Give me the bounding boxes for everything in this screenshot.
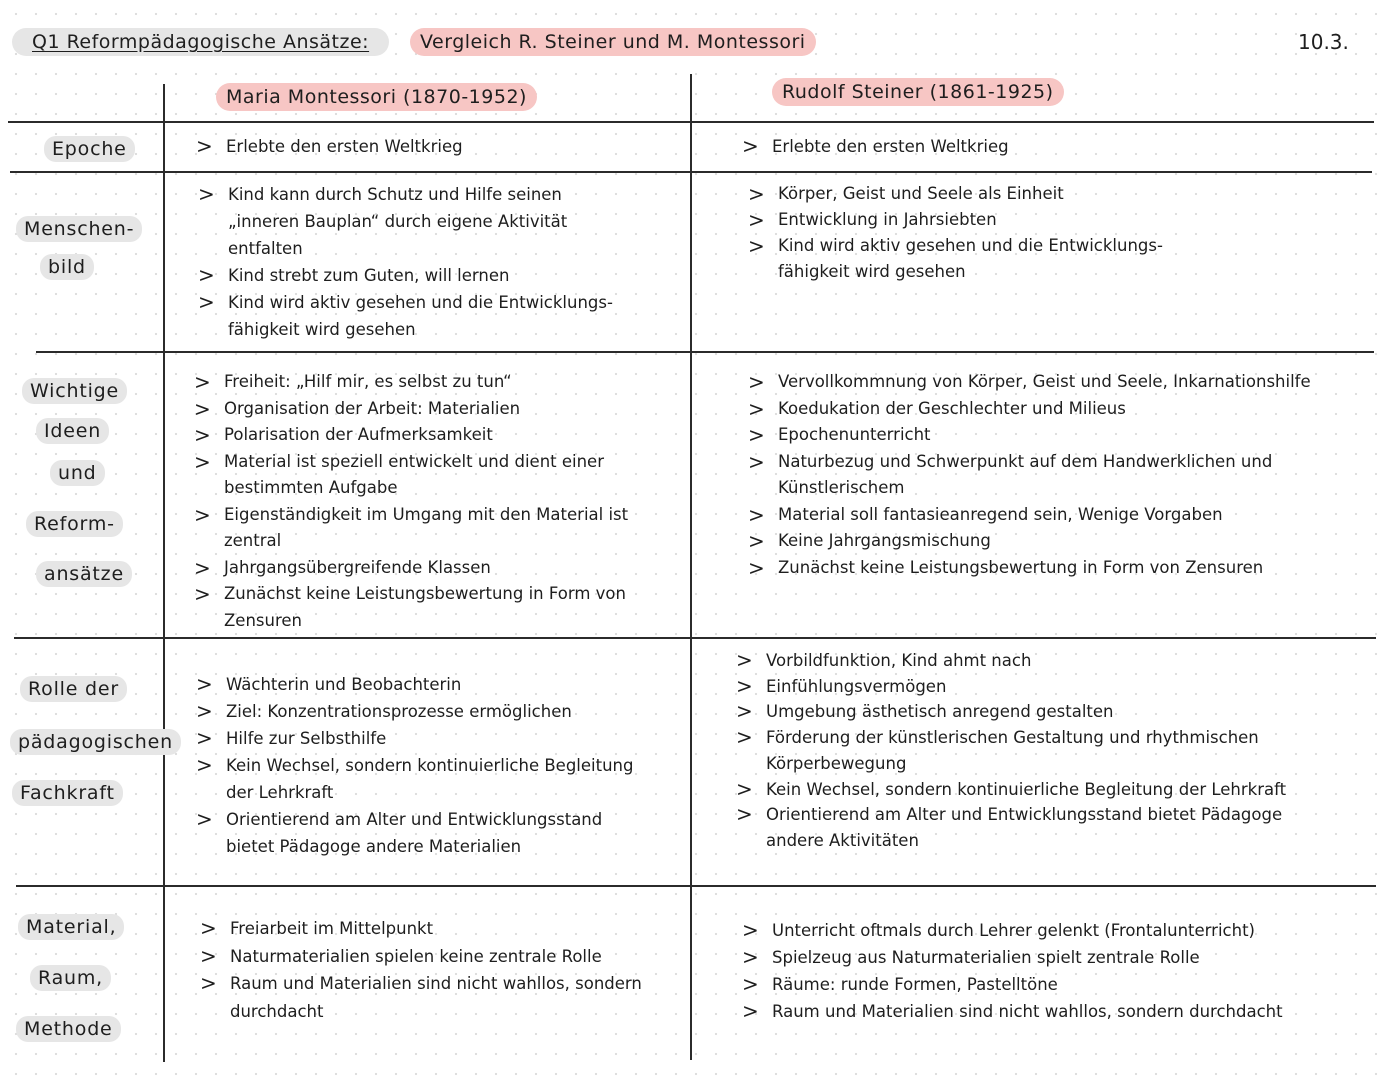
list-item: > Naturbezug und Schwerpunkt auf dem Handwerklichen und Künstlerischem [748, 449, 1273, 497]
list-item: > Eigenständigkeit im Umgang mit den Material ist zentral [194, 502, 629, 550]
divider-middle-column [690, 74, 692, 1060]
montessori-ideen [194, 369, 664, 634]
list-item: > Kein Wechsel, sondern kontinuierliche Begleitung der Lehrkraft [736, 776, 1287, 801]
column-header-montessori: Maria Montessori (1870-1952) [216, 83, 537, 111]
row-label-epoche: Epoche [44, 136, 135, 162]
list-item: > Orientierend am Alter und Entwicklungsstand bietet Pädagoge andere Materialien [196, 807, 603, 856]
list-item: > Freiarbeit im Mittelpunkt [200, 916, 434, 940]
steiner-ideen [748, 369, 1374, 581]
list-item: > Freiheit: „Hilf mir, es selbst zu tun“ [194, 370, 512, 394]
list-item: > Hilfe zur Selbsthilfe [196, 726, 387, 750]
column-header-steiner: Rudolf Steiner (1861-1925) [772, 78, 1064, 106]
row-label-material-2: Raum, [30, 965, 111, 991]
divider-rolle [16, 885, 1376, 887]
divider-ideen [14, 637, 1376, 639]
list-item: > Erlebte den ersten Weltkrieg [742, 134, 1009, 158]
steiner-epoche [742, 133, 1362, 160]
list-item: > Raum und Materialien sind nicht wahllos, sondern durchdacht [742, 999, 1283, 1023]
list-item: > Epochenunterricht [748, 423, 931, 447]
montessori-menschenbild [198, 181, 638, 343]
row-label-rolle-1: Rolle der [20, 676, 127, 702]
row-label-material-1: Material, [18, 914, 124, 940]
steiner-rolle [736, 648, 1326, 854]
list-item: > Förderung der künstlerischen Gestaltung und rhythmischen Körperbewegung [736, 725, 1259, 773]
list-item: > Koedukation der Geschlechter und Milieus [748, 396, 1126, 421]
list-item: > Ziel: Konzentrationsprozesse ermöglichen [196, 699, 572, 723]
divider-epoche [10, 171, 1372, 173]
list-item: > Material ist speziell entwickelt und dient einer bestimmten Aufgabe [194, 449, 604, 497]
list-item: > Keine Jahrgangsmischung [748, 529, 991, 553]
list-item: > Polarisation der Aufmerksamkeit [194, 423, 493, 447]
steiner-material [742, 917, 1372, 1025]
list-item: > Organisation der Arbeit: Materialien [194, 396, 521, 421]
page-number: 10.3. [1298, 30, 1349, 54]
list-item: > Kind strebt zum Guten, will lernen [198, 263, 510, 287]
montessori-rolle [196, 671, 636, 860]
list-item: > Räume: runde Formen, Pastelltöne [742, 972, 1058, 996]
list-item: > Vervollkommnung von Körper, Geist und Seele, Inkarnationshilfe [748, 370, 1311, 394]
list-item: > Naturmaterialien spielen keine zentrale Rolle [200, 943, 602, 968]
list-item: > Unterricht oftmals durch Lehrer gelenkt (Frontalunterricht) [742, 918, 1255, 942]
list-item: > Raum und Materialien sind nicht wahllos, sondern durchdacht [200, 971, 642, 1021]
list-item: > Kind kann durch Schutz und Hilfe seinen „inneren Bauplan“ durch eigene Aktivität entfalten [198, 182, 568, 258]
list-item: > Zunächst keine Leistungsbewertung in Form von Zensuren [194, 582, 626, 630]
list-item: > Einfühlungsvermögen [736, 673, 947, 698]
list-item: > Zunächst keine Leistungsbewertung in Form von Zensuren [748, 555, 1264, 580]
row-label-rolle-2: pädagogischen [10, 729, 181, 755]
divider-label-column [163, 84, 165, 1062]
montessori-epoche [196, 133, 676, 160]
list-item: > Entwicklung in Jahrsiebten [748, 208, 997, 232]
topic-title: Q1 Reformpädagogische Ansätze: [12, 28, 389, 56]
list-item: > Jahrgangsübergreifende Klassen [194, 555, 491, 580]
list-item: > Erlebte den ersten Weltkrieg [196, 134, 463, 158]
divider-header [8, 121, 1374, 123]
list-item: > Material soll fantasieanregend sein, Wenige Vorgaben [748, 502, 1223, 527]
row-label-menschenbild-1: Menschen- [16, 216, 142, 242]
row-label-ideen-3: und [50, 460, 105, 486]
row-label-ideen-2: Ideen [36, 418, 109, 444]
list-item: > Umgebung ästhetisch anregend gestalten [736, 699, 1114, 724]
list-item: > Wächterin und Beobachterin [196, 672, 462, 696]
row-label-menschenbild-2: bild [40, 254, 94, 280]
row-label-ideen-5: ansätze [36, 561, 132, 587]
list-item: > Spielzeug aus Naturmaterialien spielt zentrale Rolle [742, 945, 1200, 969]
list-item: > Kein Wechsel, sondern kontinuierliche Begleitung der Lehrkraft [196, 753, 634, 802]
list-item: > Körper, Geist und Seele als Einheit [748, 182, 1064, 206]
divider-menschenbild [36, 351, 1374, 353]
row-label-material-3: Methode [16, 1016, 121, 1042]
steiner-menschenbild [748, 181, 1218, 285]
list-item: > Orientierend am Alter und Entwicklungsstand bietet Pädagoge andere Aktivitäten [736, 802, 1283, 850]
list-item: > Vorbildfunktion, Kind ahmt nach [736, 648, 1032, 672]
row-label-rolle-3: Fachkraft [12, 780, 123, 806]
list-item: > Kind wird aktiv gesehen und die Entwicklungs-fähigkeit wird gesehen [198, 290, 613, 339]
row-label-ideen-4: Reform- [26, 511, 123, 537]
montessori-material [200, 915, 670, 1025]
list-item: > Kind wird aktiv gesehen und die Entwicklungs-fähigkeit wird gesehen [748, 234, 1163, 281]
comparison-title: Vergleich R. Steiner und M. Montessori [410, 28, 816, 56]
row-label-ideen-1: Wichtige [22, 378, 127, 404]
